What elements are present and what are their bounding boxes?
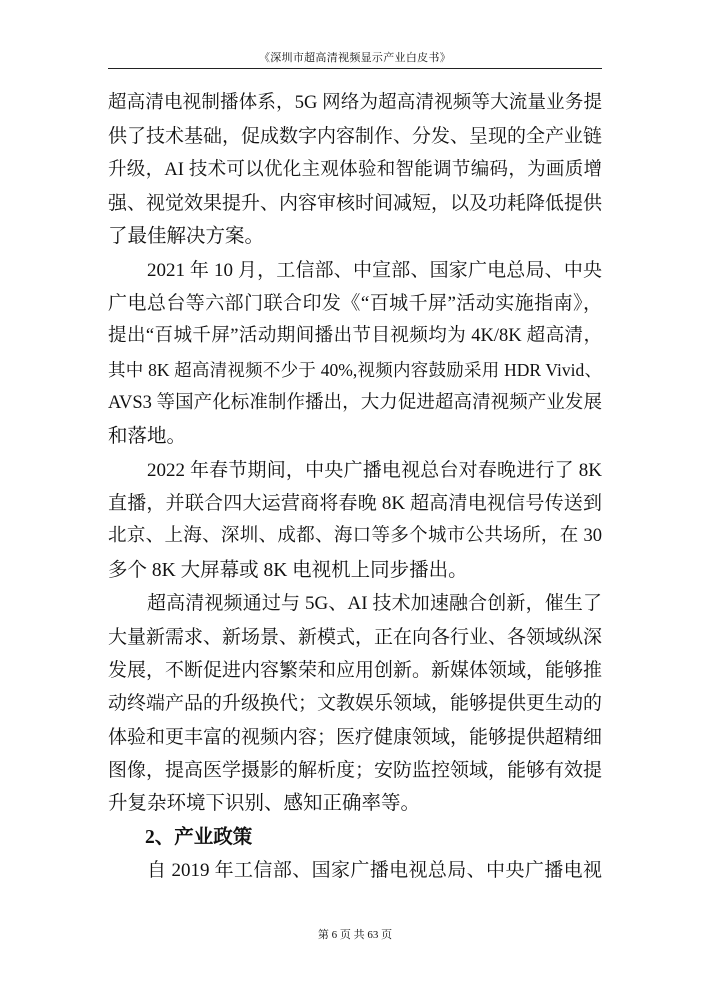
text-line: 大量新需求、新场景、新模式，正在向各行业、各领域纵深 (108, 626, 603, 648)
text-line: 2021 年 10 月，工信部、中宣部、国家广电总局、中央 (147, 259, 602, 281)
text-line: 和落地。 (108, 426, 187, 448)
text-line: 发展，不断促进内容繁荣和应用创新。新媒体领域，能够推 (108, 659, 603, 681)
text-line: 强、视觉效果提升、内容审核时间减短，以及功耗降低提供 (108, 193, 603, 215)
text-line: 2022 年春节期间，中央广播电视总台对春晚进行了 8K (147, 459, 602, 481)
header-divider (108, 68, 602, 69)
page-header-title: 《深圳市超高清视频显示产业白皮书》 (258, 52, 452, 64)
text-line: 动终端产品的升级换代；文教娱乐领域，能够提供更生动的 (108, 693, 603, 715)
text-line: 图像，提高医学摄影的解析度；安防监控领域，能够有效提 (108, 759, 603, 781)
paragraph-5 (108, 854, 602, 887)
paragraph-4 (108, 587, 602, 820)
text-line: 超高清视频通过与 5G、AI 技术加速融合创新，催生了 (147, 593, 602, 615)
text-line: 多个 8K 大屏幕或 8K 电视机上同步播出。 (108, 559, 468, 581)
text-line: 广电总台等六部门联合印发《“百城千屏”活动实施指南》， (108, 293, 602, 315)
text-line: 供了技术基础，促成数字内容制作、分发、呈现的全产业链 (108, 126, 603, 148)
paragraph-1 (108, 87, 602, 254)
text-line: 提出“百城千屏”活动期间播出节目视频均为 4K/8K 超高清， (108, 326, 602, 347)
text-line: 自 2019 年工信部、国家广播电视总局、中央广播电视 (147, 859, 602, 881)
text-line: 升复杂环境下识别、感知正确率等。 (108, 793, 421, 815)
text-line: 体验和更丰富的视频内容；医疗健康领域，能够提供超精细 (108, 726, 603, 748)
paragraph-2 (108, 254, 602, 454)
text-line: 升级，AI 技术可以优化主观体验和智能调节编码，为画质增 (108, 159, 602, 180)
text-line: 了最佳解决方案。 (108, 226, 265, 248)
text-line: 超高清电视制播体系，5G 网络为超高清视频等大流量业务提 (108, 93, 602, 113)
text-line: AVS3 等国产化标准制作播出，大力促进超高清视频产业发展 (108, 393, 602, 414)
page-number: 第 6 页 共 63 页 (317, 929, 393, 941)
text-line: 其中 8K 超高清视频不少于 40%,视频内容鼓励采用 HDR Vivid、 (108, 359, 602, 380)
document-body (108, 87, 602, 887)
paragraph-3 (108, 454, 602, 587)
text-line: 北京、上海、深圳、成都、海口等多个城市公共场所，在 30 (108, 526, 602, 547)
text-line: 直播，并联合四大运营商将春晚 8K 超高清电视信号传送到 (108, 493, 602, 515)
section-heading: 2、产业政策 (145, 826, 253, 848)
